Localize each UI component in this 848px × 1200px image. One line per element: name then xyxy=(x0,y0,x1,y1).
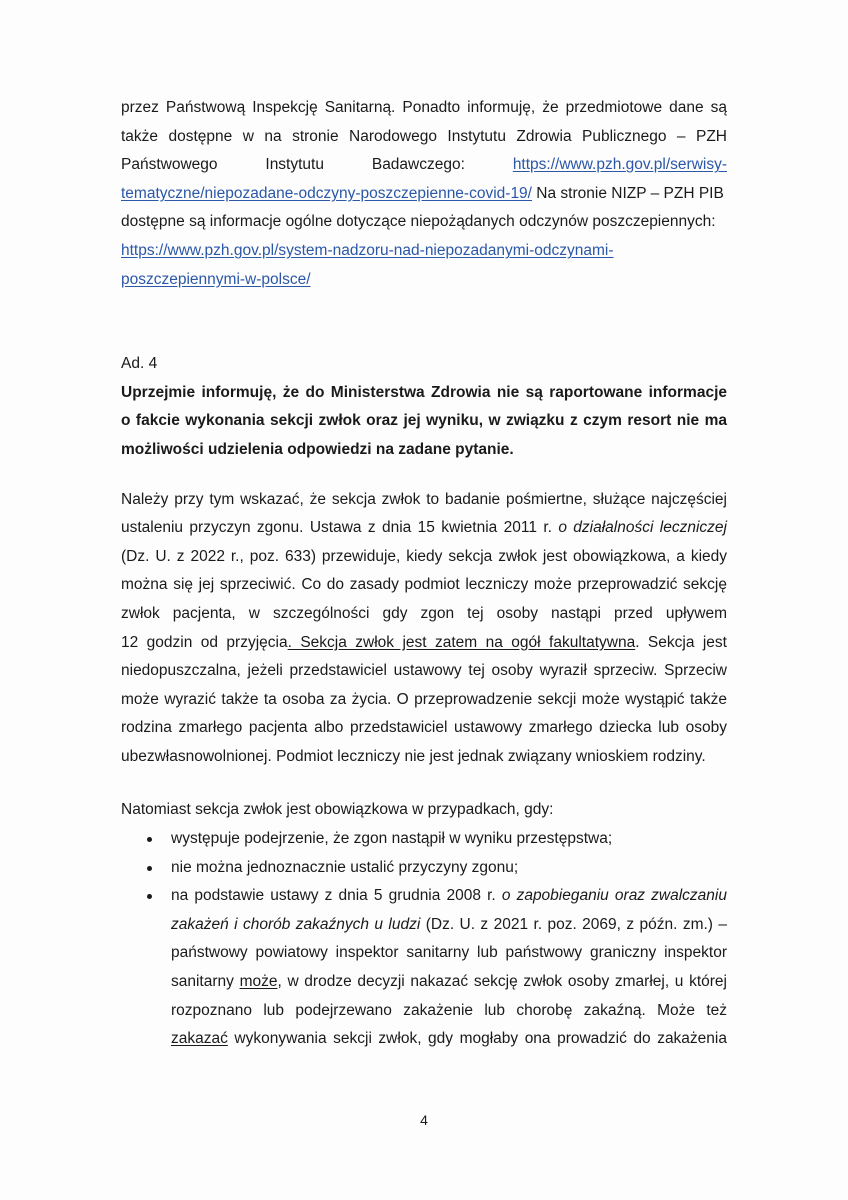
text-segment: 12 godzin od przyjęcia xyxy=(121,633,288,651)
underlined-segment: zakazać xyxy=(171,1030,228,1048)
bold-line: Uprzejmie informuję, że do Ministerstwa Zdrowia nie są raportowane informacje xyxy=(121,383,727,401)
paragraph-autopsy xyxy=(121,486,727,772)
bold-line: o fakcie wykonania sekcji zwłok oraz jej wyniku, w związku z czym resort nie ma xyxy=(121,412,727,430)
italic-act-title: zakażeń i chorób zakaźnych u ludzi xyxy=(171,915,421,933)
pzh-system-link[interactable]: https://www.pzh.gov.pl/system-nadzoru-nad-niepozadanymi-odczynami- xyxy=(121,241,614,259)
text-line xyxy=(171,882,727,911)
text-line: Natomiast sekcja zwłok jest obowiązkowa w przypadkach, gdy: xyxy=(121,801,554,819)
text-segment: (Dz. U. z 2021 r. poz. 2069, z późn. zm.) – xyxy=(420,915,727,933)
text-line: niedopuszczalna, jeżeli przedstawiciel ustawowy tej osoby wyraził sprzeciw. Sprzeciw xyxy=(121,662,727,680)
text-line: także dostępne w na stronie Narodowego Instytutu Zdrowia Publicznego – PZH xyxy=(121,127,727,145)
text-line: państwowy powiatowy inspektor sanitarny lub państwowy graniczny inspektor xyxy=(171,944,727,962)
text-line xyxy=(121,151,727,180)
text-line: Należy przy tym wskazać, że sekcja zwłok to badanie pośmiertne, służące najczęściej xyxy=(121,490,727,508)
bullet-icon xyxy=(147,866,152,871)
italic-act-title: o działalności leczniczej xyxy=(558,519,727,537)
text-segment: Państwowego Instytutu Badawczego: xyxy=(121,156,465,174)
italic-act-title: o zapobieganiu oraz zwalczaniu xyxy=(501,887,727,905)
text-line: ubezwłasnowolnionej. Podmiot leczniczy nie jest jednak związany wnioskiem rodziny. xyxy=(121,747,706,765)
underlined-segment: może xyxy=(239,973,278,991)
text-line: może wyrazić także ta osoba za życia. O przeprowadzenie sekcji może wystąpić także xyxy=(121,690,727,708)
text-line xyxy=(121,629,727,658)
list-item xyxy=(121,854,727,883)
text-line xyxy=(171,1025,727,1054)
text-line: rodzina zmarłego pacjenta albo przedstawiciel ustawowy zmarłego dziecka lub osoby xyxy=(121,719,727,737)
pzh-system-link-continued[interactable]: poszczepiennymi-w-polsce/ xyxy=(121,270,311,288)
text-segment: , w drodze decyzji nakazać sekcję zwłok osoby zmarłej, u której xyxy=(277,973,727,991)
text-line: nie można jednoznacznie ustalić przyczyny zgonu; xyxy=(171,858,519,876)
text-segment: wykonywania sekcji zwłok, gdy mogłaby ona prowadzić do zakażenia xyxy=(227,1030,727,1048)
text-segment: Na stronie NIZP – PZH PIB xyxy=(532,184,724,202)
bullet-icon xyxy=(147,837,152,842)
text-line xyxy=(171,911,727,940)
paragraph-mandatory xyxy=(121,796,727,1053)
list-item xyxy=(121,882,727,1054)
text-line: można się jej sprzeciwić. Co do zasady podmiot leczniczy może przeprowadzić sekcję xyxy=(121,576,727,594)
page-number: 4 xyxy=(420,1112,428,1128)
text-segment: . Sekcja jest xyxy=(635,633,727,651)
text-line: zwłok pacjenta, w szczególności gdy zgon tej osoby nastąpi przed upływem xyxy=(121,604,727,622)
text-line xyxy=(121,266,727,295)
text-segment: sanitarny xyxy=(171,973,240,991)
bold-line: możliwości udzielenia odpowiedzi na zadane pytanie. xyxy=(121,440,514,458)
text-line: dostępne są informacje ogólne dotyczące niepożądanych odczynów poszczepiennych: xyxy=(121,213,716,231)
bullet-icon xyxy=(147,894,152,899)
text-line: rozpoznano lub podejrzewano zakażenie lub chorobę zakaźną. Może też xyxy=(171,1001,727,1019)
list-item xyxy=(121,825,727,854)
text-line: (Dz. U. z 2022 r., poz. 633) przewiduje, kiedy sekcja zwłok jest obowiązkowa, a kiedy xyxy=(121,547,727,565)
paragraph-intro xyxy=(121,94,727,294)
document-body xyxy=(121,94,727,1054)
text-segment: na podstawie ustawy z dnia 5 grudnia 2008 r. xyxy=(171,887,502,905)
text-line xyxy=(121,180,727,209)
text-line xyxy=(121,237,727,266)
pzh-covid-link[interactable]: https://www.pzh.gov.pl/serwisy- xyxy=(512,156,728,174)
pzh-covid-link-continued[interactable]: tematyczne/niepozadane-odczyny-poszczepienne-covid-19/ xyxy=(121,184,532,202)
underlined-segment: . Sekcja zwłok jest zatem na ogół fakultatywna xyxy=(287,633,636,651)
text-line xyxy=(171,968,727,997)
section-heading: Ad. 4 xyxy=(121,355,158,373)
text-segment: ustaleniu przyczyn zgonu. Ustawa z dnia 15 kwietnia 2011 r. xyxy=(121,519,559,537)
bullet-list xyxy=(121,825,727,1054)
text-line: przez Państwową Inspekcję Sanitarną. Ponadto informuję, że przedmiotowe dane są xyxy=(121,99,727,116)
section-ad4 xyxy=(121,350,727,464)
text-line: występuje podejrzenie, że zgon nastąpił w wyniku przestępstwa; xyxy=(171,830,613,848)
text-line xyxy=(121,514,727,543)
